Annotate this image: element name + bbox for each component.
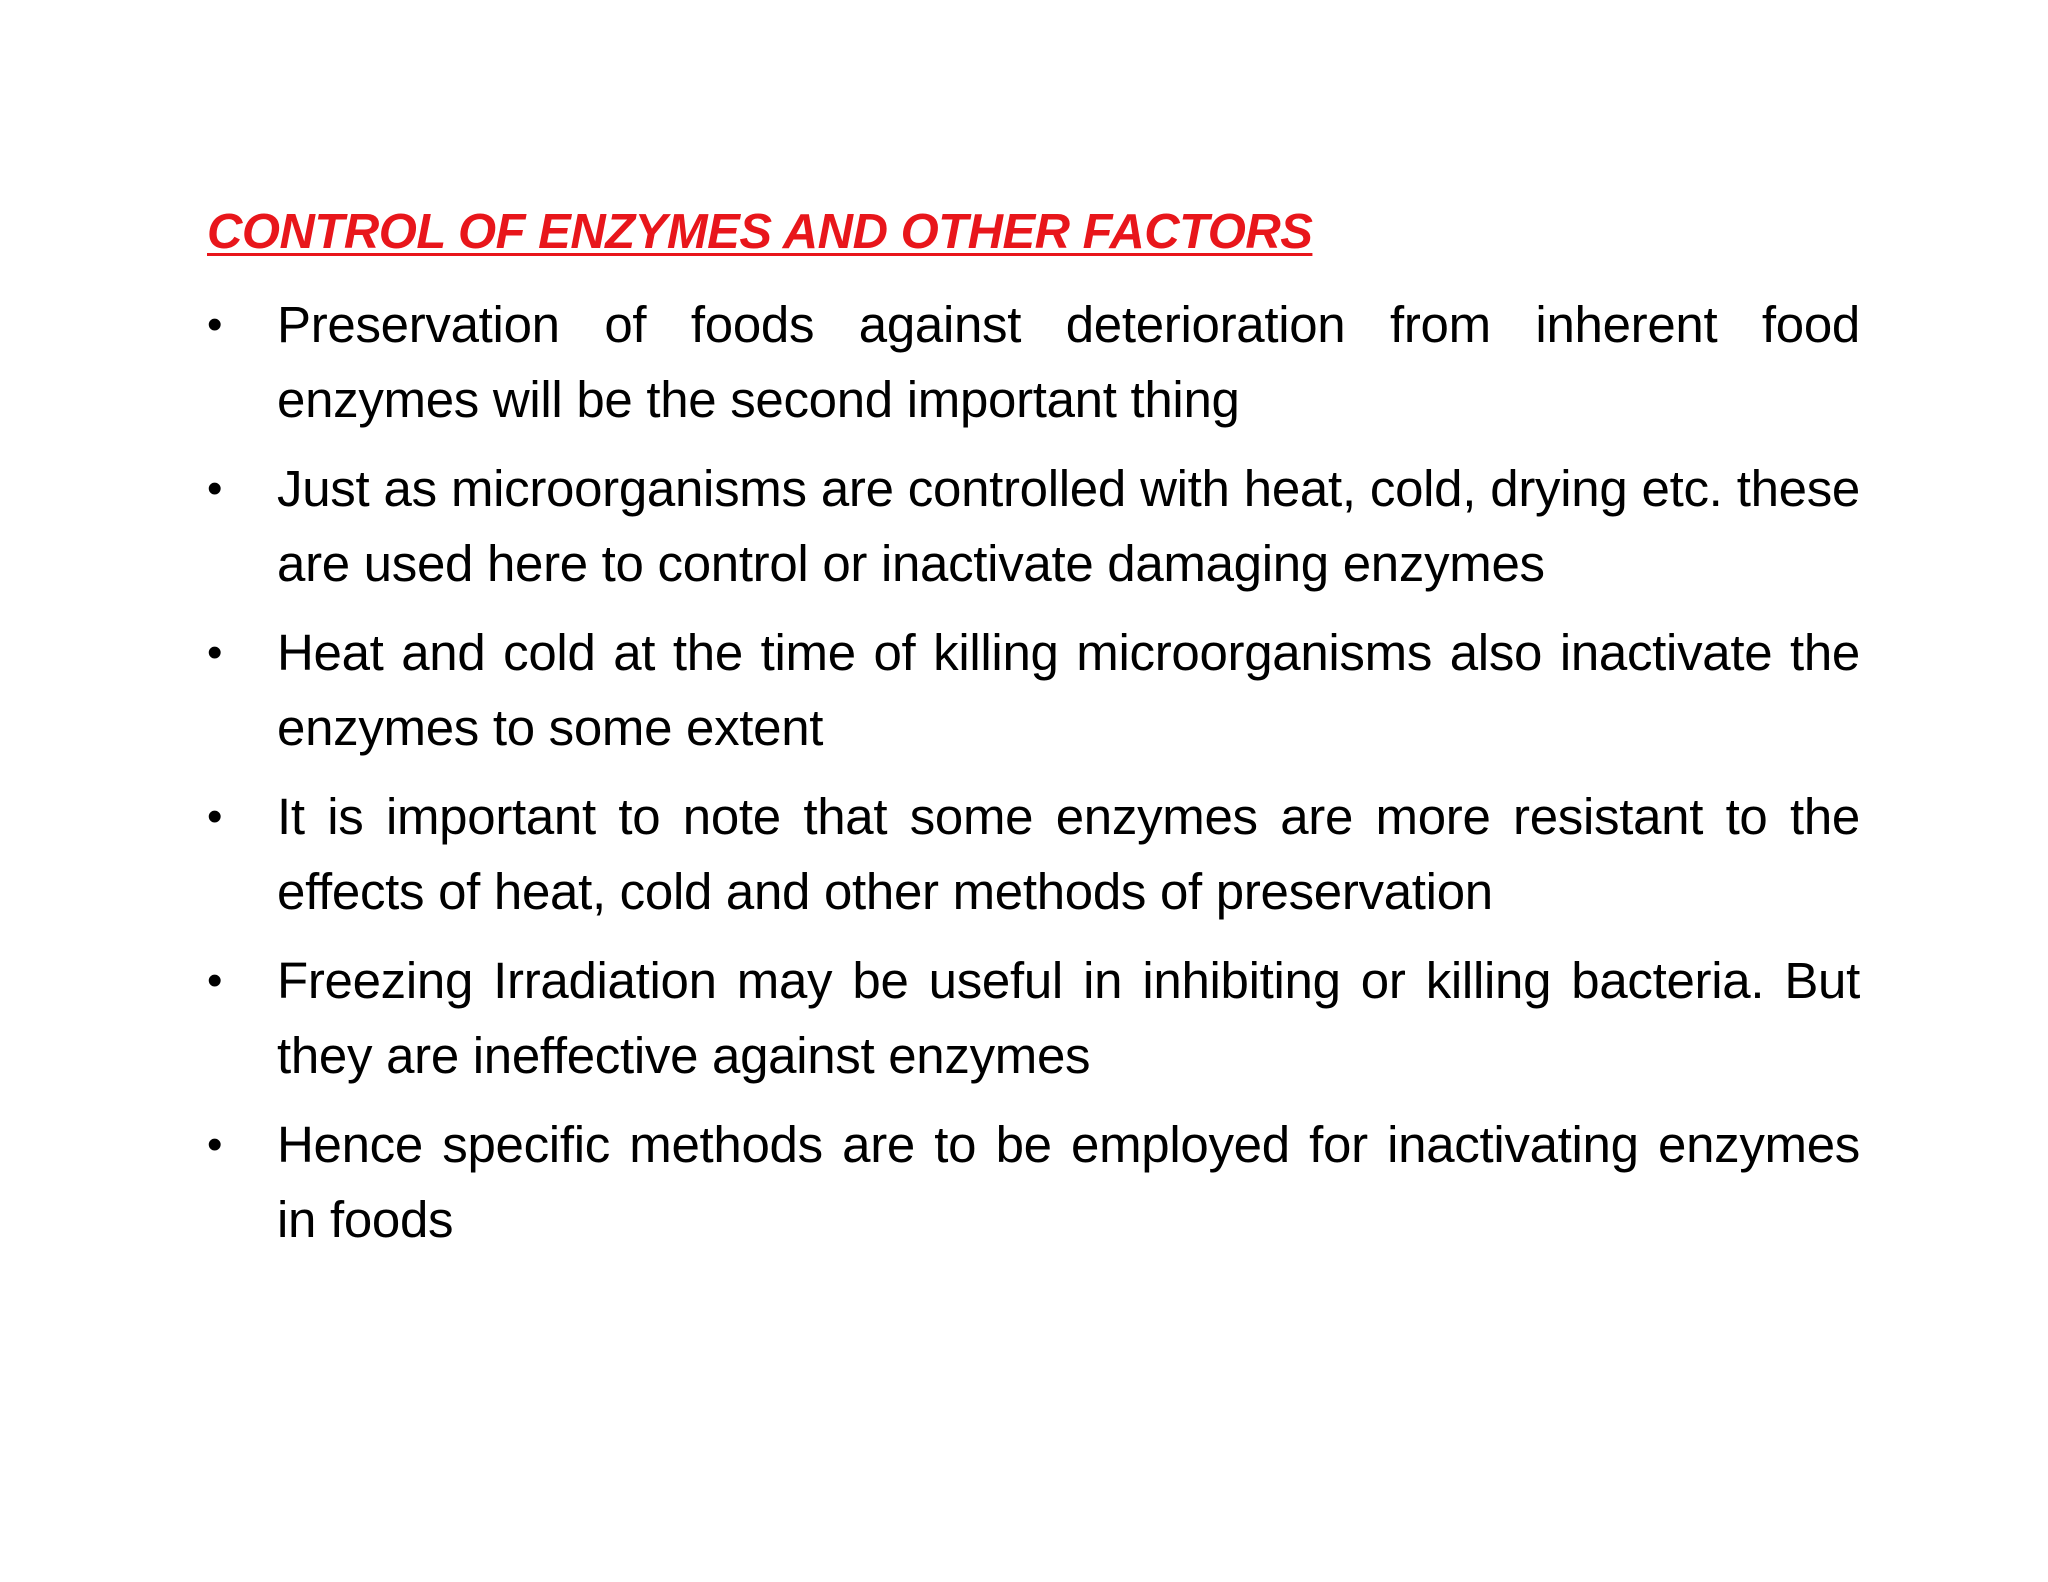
bullet-text: Just as microorganisms are controlled with heat, cold, drying etc. these are used here to control or inactivate damaging enzymes <box>277 460 1860 592</box>
bullet-item <box>207 615 1860 765</box>
bullet-text: Freezing Irradiation may be useful in inhibiting or killing bacteria. But they are ineffective against enzymes <box>277 952 1860 1084</box>
bullet-item <box>207 943 1860 1093</box>
bullet-text: Preservation of foods against deterioration from inherent food enzymes will be the second important thing <box>277 296 1860 428</box>
slide-title: CONTROL OF ENZYMES AND OTHER FACTORS <box>207 205 1313 259</box>
bullet-item <box>207 1107 1860 1257</box>
bullet-dot-icon: • <box>207 464 223 513</box>
bullet-dot-icon: • <box>207 956 223 1005</box>
bullet-dot-icon: • <box>207 628 223 677</box>
bullet-item <box>207 287 1860 437</box>
bullet-text: Heat and cold at the time of killing microorganisms also inactivate the enzymes to some extent <box>277 624 1860 756</box>
bullet-dot-icon: • <box>207 300 223 349</box>
bullet-list <box>207 287 1860 1271</box>
bullet-dot-icon: • <box>207 792 223 841</box>
bullet-text: It is important to note that some enzymes are more resistant to the effects of heat, cold and other methods of preservation <box>277 788 1860 920</box>
bullet-item <box>207 451 1860 601</box>
bullet-item <box>207 779 1860 929</box>
bullet-dot-icon: • <box>207 1120 223 1169</box>
bullet-text: Hence specific methods are to be employed for inactivating enzymes in foods <box>277 1116 1860 1248</box>
